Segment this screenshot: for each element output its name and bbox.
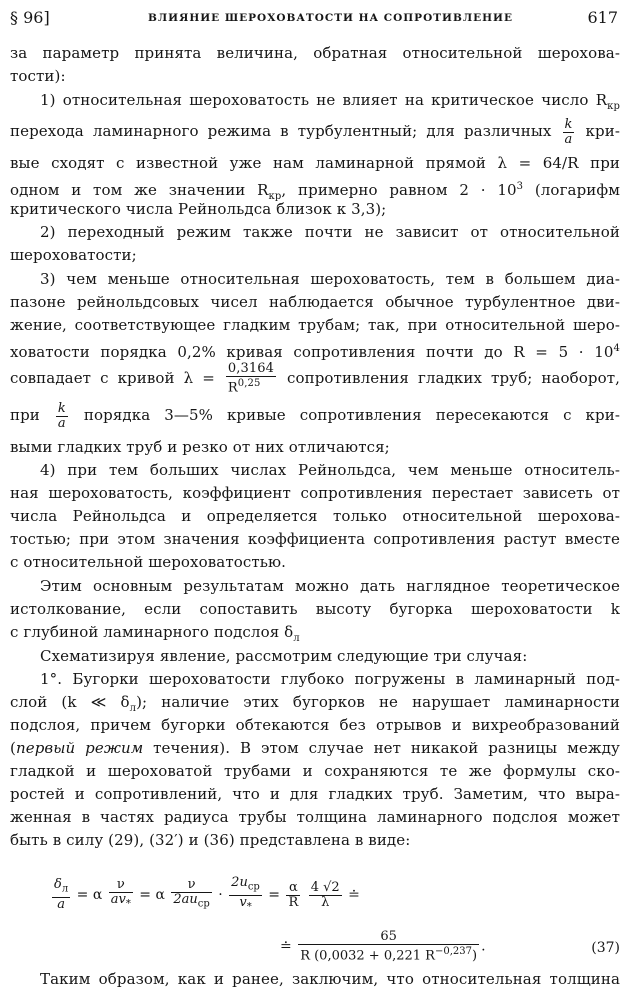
text-line: истолкование, если сопоставить высоту бугорка шероховатости k — [10, 600, 620, 618]
text-line: Схематизируя явление, рассмотрим следующие три случая: — [40, 647, 528, 665]
text-line: 2) переходный режим также почти не зависит от относительной — [40, 223, 620, 241]
text-line: при $\frac{k}{a}$ порядка 3—5% кривые сопротивления пересекаются с кри- — [10, 400, 620, 431]
equation-line-2: ≐ $\frac{65}{R (0,0032 + 0,221 R^{-0,237})}$ . — [280, 929, 486, 964]
text-line: тости): — [10, 67, 66, 85]
section-number: § 96] — [10, 8, 50, 27]
text-line: вые сходят с известной уже нам ламинарной прямой λ = 64/R при — [10, 154, 620, 172]
text-line: тостью; при этом значения коэффициента сопротивления растут вместе — [10, 530, 620, 548]
text-line: Этим основным результатам можно дать наглядное теоретическое — [40, 577, 620, 595]
text-line: ная шероховатость, коэффициент сопротивления перестает зависеть от — [10, 484, 620, 502]
text-line: перехода ламинарного режима в турбулентный; для различных $\frac{k}{a}$ кри- — [10, 116, 620, 147]
text-line: совпадает с кривой λ = $\frac{0,3164}{R^{0,25}}$ сопротивления гладких труб; наоборот, — [10, 361, 620, 396]
text-line: гладкой и шероховатой трубами и сохраняются те же формулы ско- — [10, 762, 620, 780]
text-line: Таким образом, как и ранее, заключим, что относительная толщина — [40, 970, 620, 988]
running-header — [10, 4, 618, 34]
emphasis: первый режим — [15, 739, 144, 757]
text-line: шероховатости; — [10, 246, 137, 264]
text-line: числа Рейнольдса и определяется только относительной шерохова- — [10, 507, 620, 525]
text-line: с глубиной ламинарного подслоя $\delta_л$ — [10, 623, 300, 644]
text-line: 4) при тем больших числах Рейнольдса, чем меньше относитель- — [40, 461, 620, 479]
text-line: (первый режим течения). В этом случае нет никакой разницы между — [10, 739, 620, 757]
text-line: 1°. Бугорки шероховатости глубоко погружены в ламинарный под- — [40, 670, 620, 688]
text-line: 3) чем меньше относительная шероховатость, тем в большем диа- — [40, 270, 620, 288]
text-line: 1) относительная шероховатость не влияет на критическое число $R_{кр}$ — [40, 91, 620, 112]
page-number: 617 — [587, 8, 618, 27]
text-line: критического числа Рейнольдса близок к 3,3); — [10, 200, 387, 218]
text-line: ростей и сопротивлений, что и для гладких труб. Заметим, что выра- — [10, 785, 620, 803]
text-line: пазоне рейнольдсовых чисел наблюдается обычное турбулентное дви- — [10, 293, 620, 311]
equation-line-1: $\frac{\delta_л}{a}$ = α $\frac{\nu}{av_*}$ = α $\frac{\nu}{2au_{ср}}$ · $\frac{2u_{ср}}{v_*}$ = $\frac{\alpha}{R}$ $\frac{4 √2}{\lambda}$ ≐ — [54, 875, 360, 913]
text-line: ховатости порядка 0,2% кривая сопротивления почти до $R = 5 \cdot 10^4$ — [10, 343, 620, 361]
text-line: подслоя, причем бугорки обтекаются без отрывов и вихреобразований — [10, 716, 620, 734]
text-line: с относительной шероховатостью. — [10, 553, 287, 571]
equation-number: (37) — [591, 940, 620, 956]
text-line: быть в силу (29), (32′) и (36) представлена в виде: — [10, 831, 411, 849]
text-line: выми гладких труб и резко от них отличаются; — [10, 438, 390, 456]
running-title: ВЛИЯНИЕ ШЕРОХОВАТОСТИ НА СОПРОТИВЛЕНИЕ — [148, 12, 513, 24]
text-line: одном и том же значении $R_{кр}$, примерно равном $2 \cdot 10^3$ (логарифм — [10, 181, 620, 202]
text-line: женная в частях радиуса трубы толщина ламинарного подслоя может — [10, 808, 620, 826]
text-line: жение, соответствующее гладким трубам; так, при относительной шеро- — [10, 316, 620, 334]
text-line: за параметр принята величина, обратная относительной шерохова- — [10, 44, 620, 62]
text-line: слой (k ≪ $\delta_л$); наличие этих бугорков не нарушает ламинарности — [10, 693, 620, 714]
